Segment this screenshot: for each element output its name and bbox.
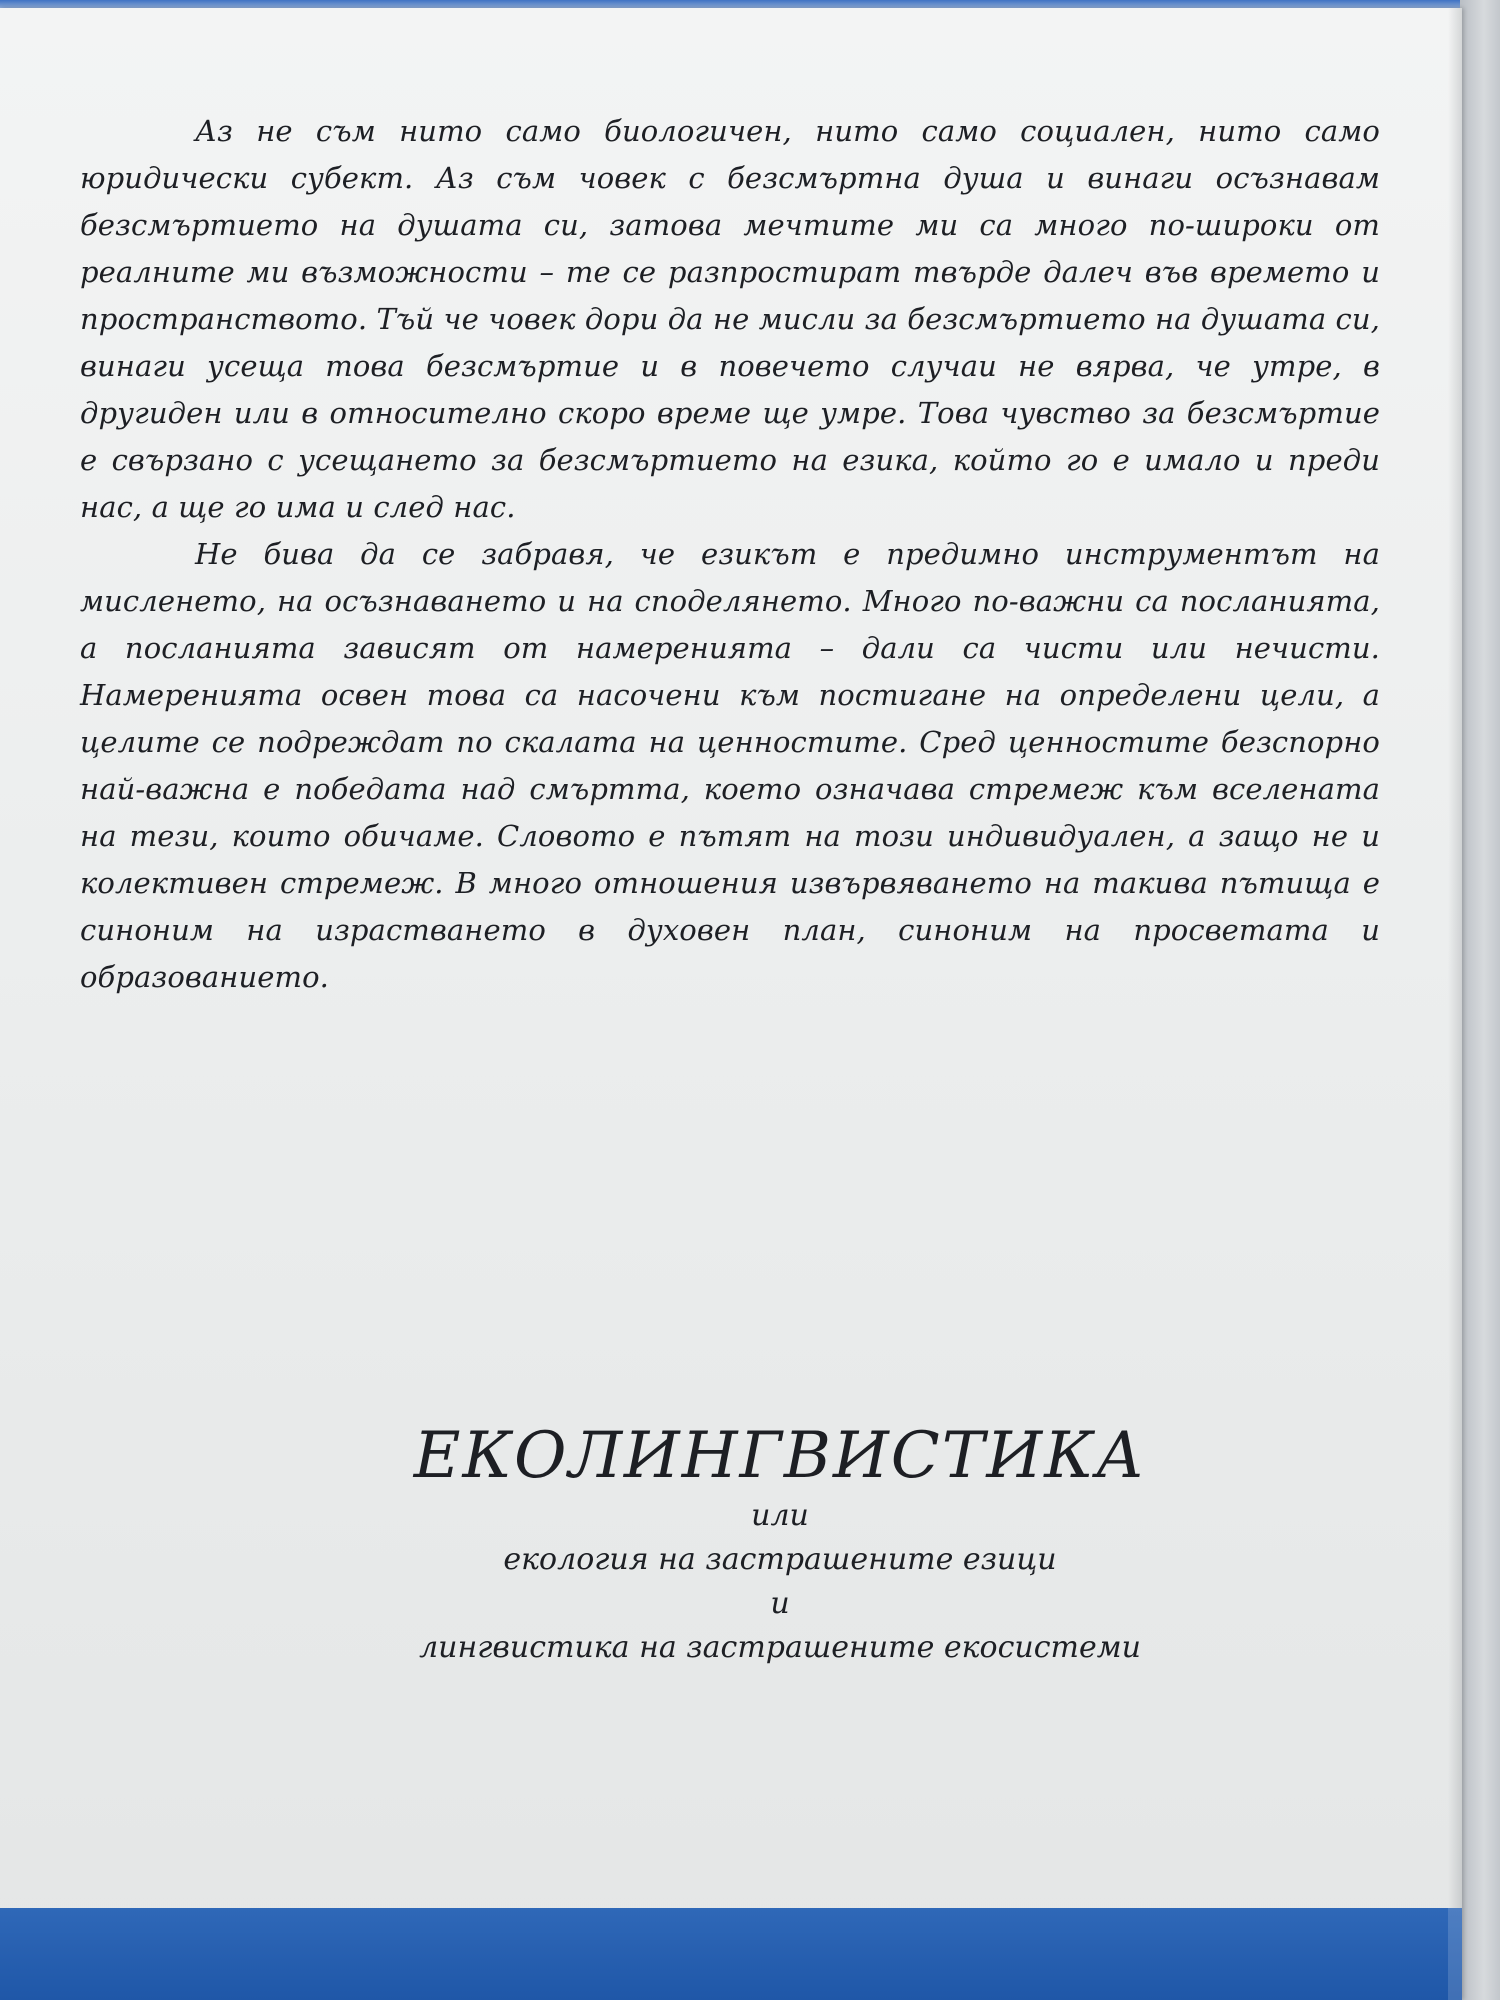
subtitle-and: и [770, 1586, 790, 1621]
cover-body-text [80, 108, 1380, 1001]
bottom-blue-band [0, 1908, 1462, 2000]
subtitle-line-2: лингвистика на застрашените екосистеми [419, 1630, 1141, 1665]
subtitle-line-1: екология на застрашените езици [503, 1542, 1057, 1577]
page-edge-shadow [1448, 8, 1462, 2000]
paragraph-2: Не бива да се забравя, че езикът е предимно инструментът на мисленето, на осъзнаването и на споделянето. Много по-важни са посланията, а посланията зависят от намеренията – дали са чисти или нечисти. Намеренията освен това са насочени към постигане на определени цели, а целите се подреждат по скалата на ценностите. Сред ценностите безспорно най-важна е победата над смъртта, което означава стремеж към вселената на тези, които обичаме. Словото е пътят на този индивидуален, а защо не и колективен стремеж. В много отношения извървяването на такива пътища е синоним на израстването в духовен план, синоним на просветата и образованието. [80, 537, 1380, 994]
band-edge [1448, 1908, 1462, 2000]
subtitle-or: или [751, 1498, 809, 1533]
book-title-block [0, 1418, 1462, 1670]
book-back-cover [0, 8, 1462, 2000]
paragraph-1: Аз не съм нито само биологичен, нито само социален, нито само юридически субект. Аз съм човек с безсмъртна душа и винаги осъзнавам безсмъртието на душата си, затова мечтите ми са много по-широки от реалните ми възможности – те се разпростират твърде далеч във времето и пространството. Тъй че човек дори да не мисли за безсмъртието на душата си, винаги усеща това безсмъртие и в повечето случаи не вярва, че утре, в другиден или в относително скоро време ще умре. Това чувство за безсмъртие е свързано с усещането за безсмъртието на езика, който го е имало и преди нас, а ще го има и след нас. [80, 114, 1380, 524]
background-strip [1460, 0, 1500, 2000]
book-title: ЕКОЛИНГВИСТИКА [413, 1419, 1147, 1493]
